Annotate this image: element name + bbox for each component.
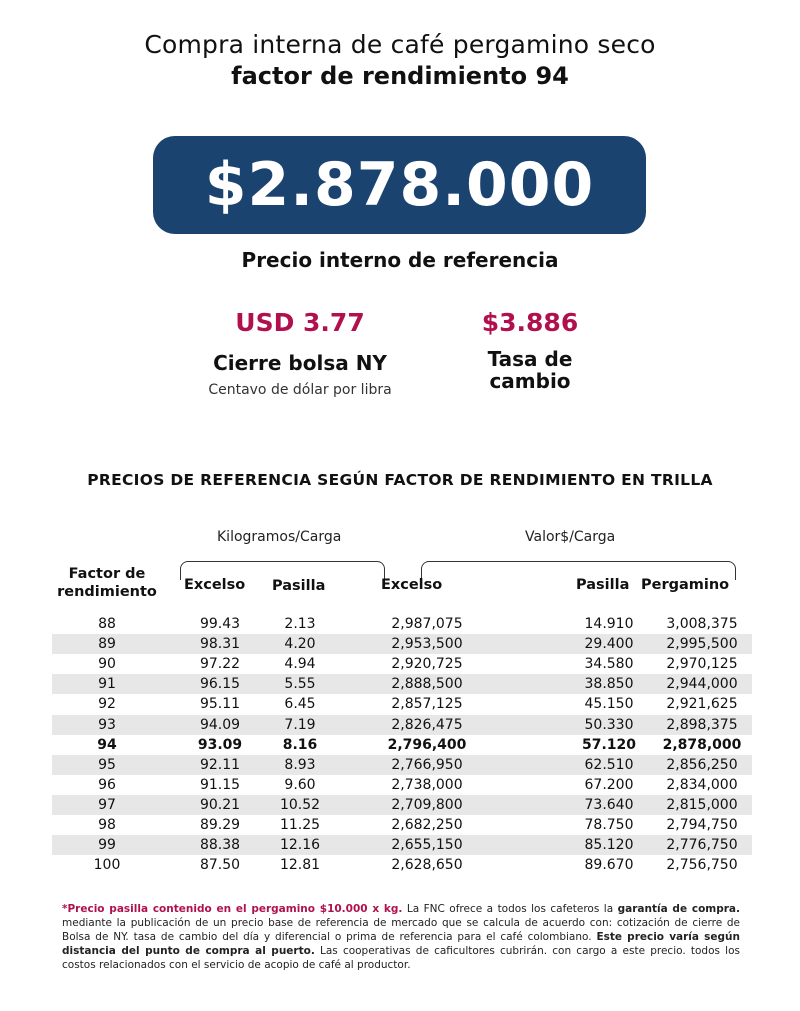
table-row bbox=[52, 654, 752, 674]
factor-cell: 97 bbox=[98, 796, 116, 813]
excelso-kg-cell: 98.31 bbox=[199, 636, 241, 653]
pergamino-cell: 2,944,000 bbox=[666, 676, 738, 693]
excelso-valor-cell: 2,953,500 bbox=[391, 636, 463, 653]
pasilla-kg-cell: 5.55 bbox=[284, 676, 316, 693]
pasilla-valor-cell: 45.150 bbox=[584, 696, 634, 713]
header-factor-line1: Factor de bbox=[68, 566, 146, 582]
factor-cell: 98 bbox=[98, 817, 116, 833]
factor-cell: 89 bbox=[98, 636, 116, 653]
pasilla-valor-cell: 73.640 bbox=[584, 796, 634, 813]
pergamino-cell: 2,970,125 bbox=[666, 656, 738, 673]
reference-price-value: $2.878.000 bbox=[204, 150, 595, 220]
pergamino-cell: 2,794,750 bbox=[666, 817, 738, 833]
table-row bbox=[52, 835, 752, 855]
exchange-rate-label bbox=[440, 348, 620, 392]
header-factor bbox=[52, 565, 162, 601]
excelso-valor-cell: 2,920,725 bbox=[391, 656, 463, 673]
header-excelso-kg: Excelso bbox=[184, 577, 246, 593]
page-title: Compra interna de café pergamino seco bbox=[144, 30, 656, 59]
factor-cell: 90 bbox=[98, 656, 116, 673]
pergamino-cell: 2,756,750 bbox=[666, 857, 738, 874]
excelso-kg-cell: 93.09 bbox=[197, 736, 243, 753]
pasilla-valor-cell: 50.330 bbox=[584, 716, 634, 733]
reference-price-box bbox=[153, 136, 646, 234]
factor-cell: 93 bbox=[98, 716, 116, 733]
excelso-kg-cell: 92.11 bbox=[199, 756, 241, 773]
pasilla-kg-cell: 2.13 bbox=[284, 616, 316, 632]
excelso-kg-cell: 87.50 bbox=[199, 857, 241, 874]
pergamino-cell: 2,815,000 bbox=[666, 796, 738, 813]
factor-cell: 96 bbox=[98, 776, 116, 793]
footnote-highlight: *Precio pasilla contenido en el pergamino $10.000 x kg. bbox=[62, 903, 403, 915]
excelso-valor-cell: 2,857,125 bbox=[391, 696, 463, 713]
excelso-valor-cell: 2,826,475 bbox=[391, 716, 463, 733]
pergamino-cell: 2,995,500 bbox=[666, 636, 738, 653]
footnote-bold1: garantía de compra. bbox=[617, 903, 740, 915]
pergamino-cell: 2,776,750 bbox=[666, 837, 738, 854]
excelso-kg-cell: 94.09 bbox=[199, 716, 241, 733]
table-row bbox=[52, 855, 752, 875]
pasilla-kg-cell: 7.19 bbox=[284, 716, 316, 733]
group-label-valor: Valor$/Carga bbox=[525, 529, 616, 545]
pasilla-valor-cell: 34.580 bbox=[584, 656, 634, 673]
table-row bbox=[52, 775, 752, 795]
ny-close-value: USD 3.77 bbox=[235, 308, 365, 337]
header-pergamino: Pergamino bbox=[641, 577, 730, 593]
pasilla-kg-cell: 8.16 bbox=[282, 736, 318, 753]
excelso-kg-cell: 90.21 bbox=[199, 796, 241, 813]
ny-close-label: Cierre bolsa NY bbox=[213, 351, 387, 375]
excelso-valor-cell: 2,682,250 bbox=[391, 817, 463, 833]
pasilla-kg-cell: 12.16 bbox=[279, 837, 321, 854]
excelso-valor-cell: 2,655,150 bbox=[391, 837, 463, 854]
table-row bbox=[52, 735, 752, 755]
table-row bbox=[52, 795, 752, 815]
excelso-valor-cell: 2,766,950 bbox=[391, 756, 463, 773]
excelso-kg-cell: 97.22 bbox=[199, 656, 241, 673]
factor-cell: 92 bbox=[98, 696, 116, 713]
exchange-rate-value: $3.886 bbox=[481, 308, 579, 337]
pergamino-cell: 2,856,250 bbox=[666, 756, 738, 773]
table-row bbox=[52, 674, 752, 694]
pasilla-valor-cell: 29.400 bbox=[584, 636, 634, 653]
pasilla-valor-cell: 62.510 bbox=[584, 756, 634, 773]
footnote-part1: La FNC ofrece a todos los cafeteros la bbox=[402, 903, 618, 915]
pergamino-cell: 3,008,375 bbox=[666, 616, 738, 632]
pergamino-cell: 2,921,625 bbox=[666, 696, 738, 713]
group-label-kg: Kilogramos/Carga bbox=[217, 529, 342, 545]
pasilla-valor-cell: 67.200 bbox=[584, 776, 634, 793]
excelso-valor-cell: 2,987,075 bbox=[391, 616, 463, 632]
pasilla-kg-cell: 10.52 bbox=[279, 796, 321, 813]
pergamino-cell: 2,898,375 bbox=[666, 716, 738, 733]
excelso-kg-cell: 96.15 bbox=[199, 676, 241, 693]
header-excelso-valor: Excelso bbox=[381, 577, 443, 593]
ny-close-unit: Centavo de dólar por libra bbox=[208, 382, 392, 398]
pasilla-valor-cell: 57.120 bbox=[581, 736, 637, 753]
exchange-rate-label-line1: Tasa de bbox=[487, 347, 573, 371]
table-row bbox=[52, 715, 752, 735]
excelso-kg-cell: 99.43 bbox=[199, 616, 241, 632]
pergamino-cell: 2,834,000 bbox=[666, 776, 738, 793]
excelso-kg-cell: 88.38 bbox=[199, 837, 241, 854]
factor-cell: 88 bbox=[98, 616, 116, 632]
table-row bbox=[52, 755, 752, 775]
pasilla-valor-cell: 14.910 bbox=[584, 616, 634, 632]
table-row bbox=[52, 694, 752, 714]
excelso-kg-cell: 89.29 bbox=[199, 817, 241, 833]
exchange-rate-label-line2: cambio bbox=[489, 369, 571, 393]
pasilla-valor-cell: 38.850 bbox=[584, 676, 634, 693]
factor-cell: 91 bbox=[98, 676, 116, 693]
excelso-valor-cell: 2,628,650 bbox=[391, 857, 463, 874]
pasilla-valor-cell: 85.120 bbox=[584, 837, 634, 854]
excelso-valor-cell: 2,888,500 bbox=[391, 676, 463, 693]
pasilla-valor-cell: 78.750 bbox=[584, 817, 634, 833]
factor-cell: 99 bbox=[98, 837, 116, 854]
table-row bbox=[52, 614, 752, 634]
pasilla-kg-cell: 8.93 bbox=[284, 756, 316, 773]
excelso-valor-cell: 2,796,400 bbox=[387, 736, 467, 753]
table-row bbox=[52, 815, 752, 835]
pasilla-kg-cell: 4.94 bbox=[284, 656, 316, 673]
page-subtitle: factor de rendimiento 94 bbox=[231, 62, 569, 90]
pasilla-valor-cell: 89.670 bbox=[584, 857, 634, 874]
footnote bbox=[62, 902, 740, 972]
table-row bbox=[52, 634, 752, 654]
pasilla-kg-cell: 11.25 bbox=[279, 817, 321, 833]
header-factor-line2: rendimiento bbox=[57, 584, 157, 600]
pasilla-kg-cell: 6.45 bbox=[284, 696, 316, 713]
table-title: PRECIOS DE REFERENCIA SEGÚN FACTOR DE RENDIMIENTO EN TRILLA bbox=[87, 471, 713, 489]
pasilla-kg-cell: 9.60 bbox=[284, 776, 316, 793]
factor-cell: 94 bbox=[97, 736, 117, 753]
header-pasilla-valor: Pasilla bbox=[576, 577, 630, 593]
header-pasilla-kg: Pasilla bbox=[272, 578, 326, 594]
pasilla-kg-cell: 12.81 bbox=[279, 857, 321, 874]
footnote-part3: Las cooperativas de caficultores cubrirán. con cargo a este precio. todos los costos relacionados con el servicio de acopio de café al productor. bbox=[62, 945, 740, 971]
reference-price-label: Precio interno de referencia bbox=[241, 248, 559, 272]
excelso-kg-cell: 95.11 bbox=[199, 696, 241, 713]
excelso-valor-cell: 2,738,000 bbox=[391, 776, 463, 793]
pergamino-cell: 2,878,000 bbox=[662, 736, 742, 753]
excelso-kg-cell: 91.15 bbox=[199, 776, 241, 793]
factor-cell: 100 bbox=[93, 857, 121, 874]
footnote-part2: mediante la publicación de un precio base de referencia de mercado que se calcula de acuerdo con: cotización de cierre de Bolsa de NY. tasa de cambio del día y diferencial o prima de referencia para el café colombiano. bbox=[62, 917, 740, 943]
footnote-bold2: Este precio varía según distancia del punto de compra al puerto. bbox=[62, 931, 740, 957]
excelso-valor-cell: 2,709,800 bbox=[391, 796, 463, 813]
pasilla-kg-cell: 4.20 bbox=[284, 636, 316, 653]
factor-cell: 95 bbox=[98, 756, 116, 773]
